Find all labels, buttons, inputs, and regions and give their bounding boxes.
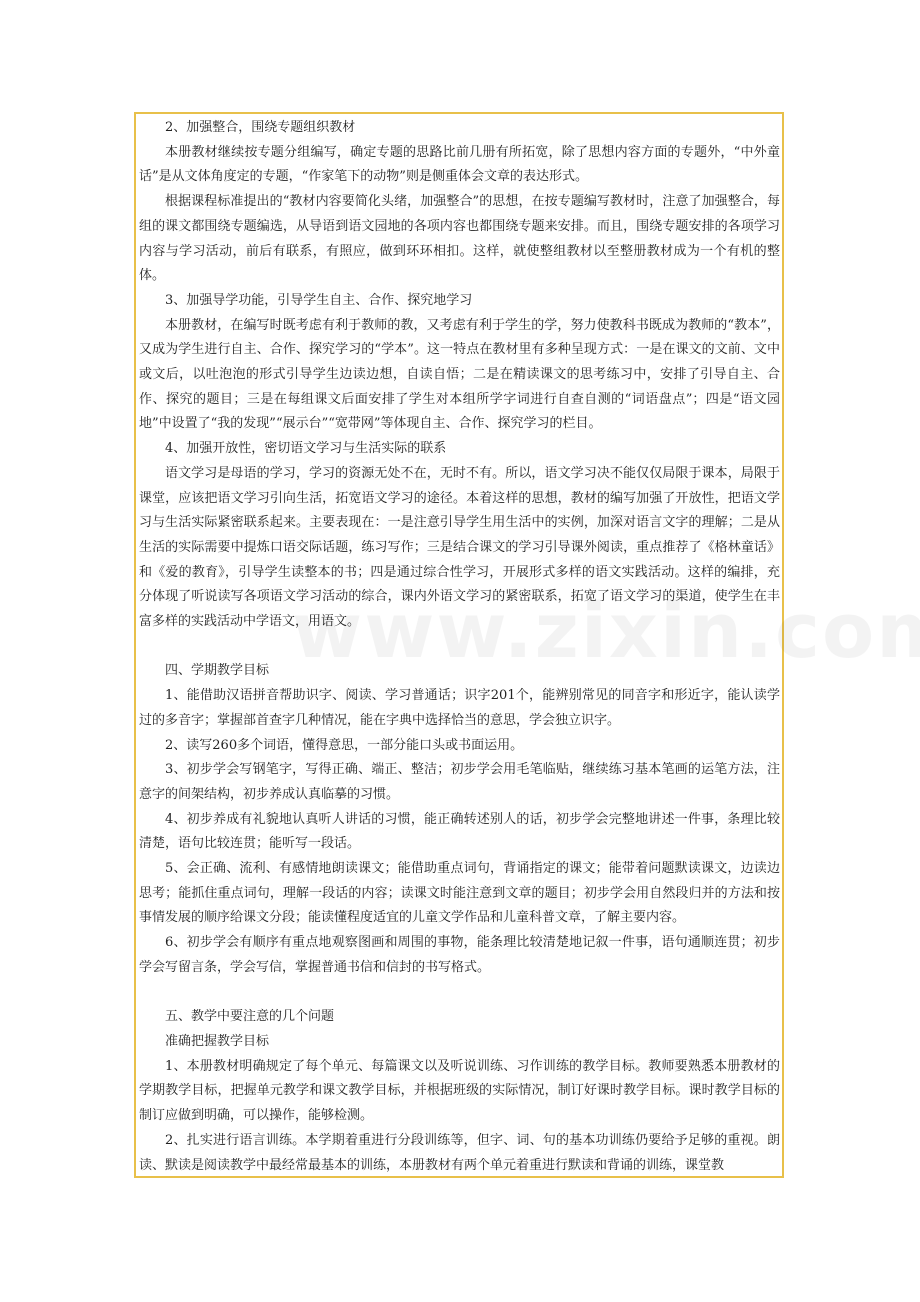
paragraph: 4、加强开放性，密切语文学习与生活实际的联系 (165, 441, 447, 457)
paragraph: 1、能借助汉语拼音帮助识字、阅读、学习普通话；识字201个，能辨别常见的同音字和形近字，能认读学过的多音字；掌握部首查字几种情况，能在字典中选择恰当的意思，学会独立识字。 (139, 688, 780, 728)
paragraph: 语文学习是母语的学习，学习的资源无处不在，无时不有。所以，语文学习决不能仅仅局限于课本，局限于课堂，应该把语文学习引向生活，拓宽语文学习的途径。本着这样的思想，教材的编写加强了开放性，把语文学习与生活实际紧密联系起来。主要表现在：一是注意引导学生用生活中的实例，加深对语言文字的理解；二是从生活的实际需要中提炼口语交际话题，练习写作；三是结合课文的学习引导课外阅读，重点推荐了《格林童话》和《爱的教育》，引导学生读整本的书；四是通过综合性学习，开展形式多样的语文实践活动。这样的编排，充分体现了听说读写各项语文学习活动的综合，课内外语文学习的紧密联系，拓宽了语文学习的渠道，使学生在丰富多样的实践活动中学语文，用语文。 (139, 465, 780, 630)
paragraph: 本册教材，在编写时既考虑有利于教师的教，又考虑有利于学生的学，努力使教科书既成为教师的“教本”，又成为学生进行自主、合作、探究学习的“学本”。这一特点在教材里有多种呈现方式：一是在课文的文前、文中或文后，以吐泡泡的形式引导学生边读边想，自读自悟；二是在精读课文的思考练习中，安排了引导自主、合作、探究的题目；三是在每组课文后面安排了学生对本组所学字词进行自查自测的“词语盘点”；四是“语文园地”中设置了“我的发现”“展示台”“宽带网”等体现自主、合作、探究学习的栏目。 (139, 317, 780, 432)
paragraph: 根据课程标准提出的“教材内容要简化头绪，加强整合”的思想，在按专题编写教材时，注意了加强整合，每组的课文都围绕专题编选，从导语到语文园地的各项内容也都围绕专题来安排。而且，围绕专题安排的各项学习内容与学习活动，前后有联系，有照应，做到环环相扣。这样，就使整组教材以至整册教材成为一个有机的整体。 (139, 194, 780, 284)
section-heading: 四、学期教学目标 (165, 663, 270, 679)
paragraph: 6、初步学会有顺序有重点地观察图画和周围的事物，能条理比较清楚地记叙一件事，语句通顺连贯；初步学会写留言条，学会写信，掌握普通书信和信封的书写格式。 (139, 935, 780, 975)
paragraph: 3、加强导学功能，引导学生自主、合作、探究地学习 (165, 292, 473, 308)
paragraph: 2、读写260多个词语，懂得意思，一部分能口头或书面运用。 (165, 737, 524, 753)
paragraph: 2、扎实进行语言训练。本学期着重进行分段训练等，但字、词、句的基本功训练仍要给予足够的重视。朗读、默读是阅读教学中最经常最基本的训练，本册教材有两个单元着重进行默读和背诵的训练，课堂教 (139, 1132, 780, 1173)
paragraph: 2、加强整合，围绕专题组织教材 (165, 120, 356, 135)
document-frame (134, 112, 784, 1178)
paragraph: 4、初步养成有礼貌地认真听人讲话的习惯，能正确转述别人的话，初步学会完整地讲述一件事，条理比较清楚，语句比较连贯；能听写一段话。 (139, 811, 780, 852)
subheading: 准确把握教学目标 (165, 1033, 270, 1049)
paragraph: 1、本册教材明确规定了每个单元、每篇课文以及听说训练、习作训练的教学目标。教师要熟悉本册教材的学期教学目标，把握单元教学和课文教学目标，并根据班级的实际情况，制订好课时教学目标。课时教学目标的制订应做到明确，可以操作，能够检测。 (139, 1058, 780, 1124)
paragraph: 5、会正确、流利、有感情地朗读课文；能借助重点词句，背诵指定的课文；能带着问题默读课文，边读边思考；能抓住重点词句，理解一段话的内容；读课文时能注意到文章的题目；初步学会用自然段归并的方法和按事情发展的顺序给课文分段；能读懂程度适宜的儿童文学作品和儿童科普文章，了解主要内容。 (139, 861, 780, 926)
paragraph: 3、初步学会写钢笔字，写得正确、端正、整洁；初步学会用毛笔临贴，继续练习基本笔画的运笔方法，注意字的间架结构，初步养成认真临摹的习惯。 (139, 762, 780, 802)
paragraph: 本册教材继续按专题分组编写，确定专题的思路比前几册有所拓宽，除了思想内容方面的专题外，“中外童话”是从文体角度定的专题，“作家笔下的动物”则是侧重体会文章的表达形式。 (139, 144, 780, 185)
blank-line (136, 635, 782, 660)
blank-line (136, 981, 782, 1006)
section-heading: 五、教学中要注意的几个问题 (165, 1009, 335, 1025)
